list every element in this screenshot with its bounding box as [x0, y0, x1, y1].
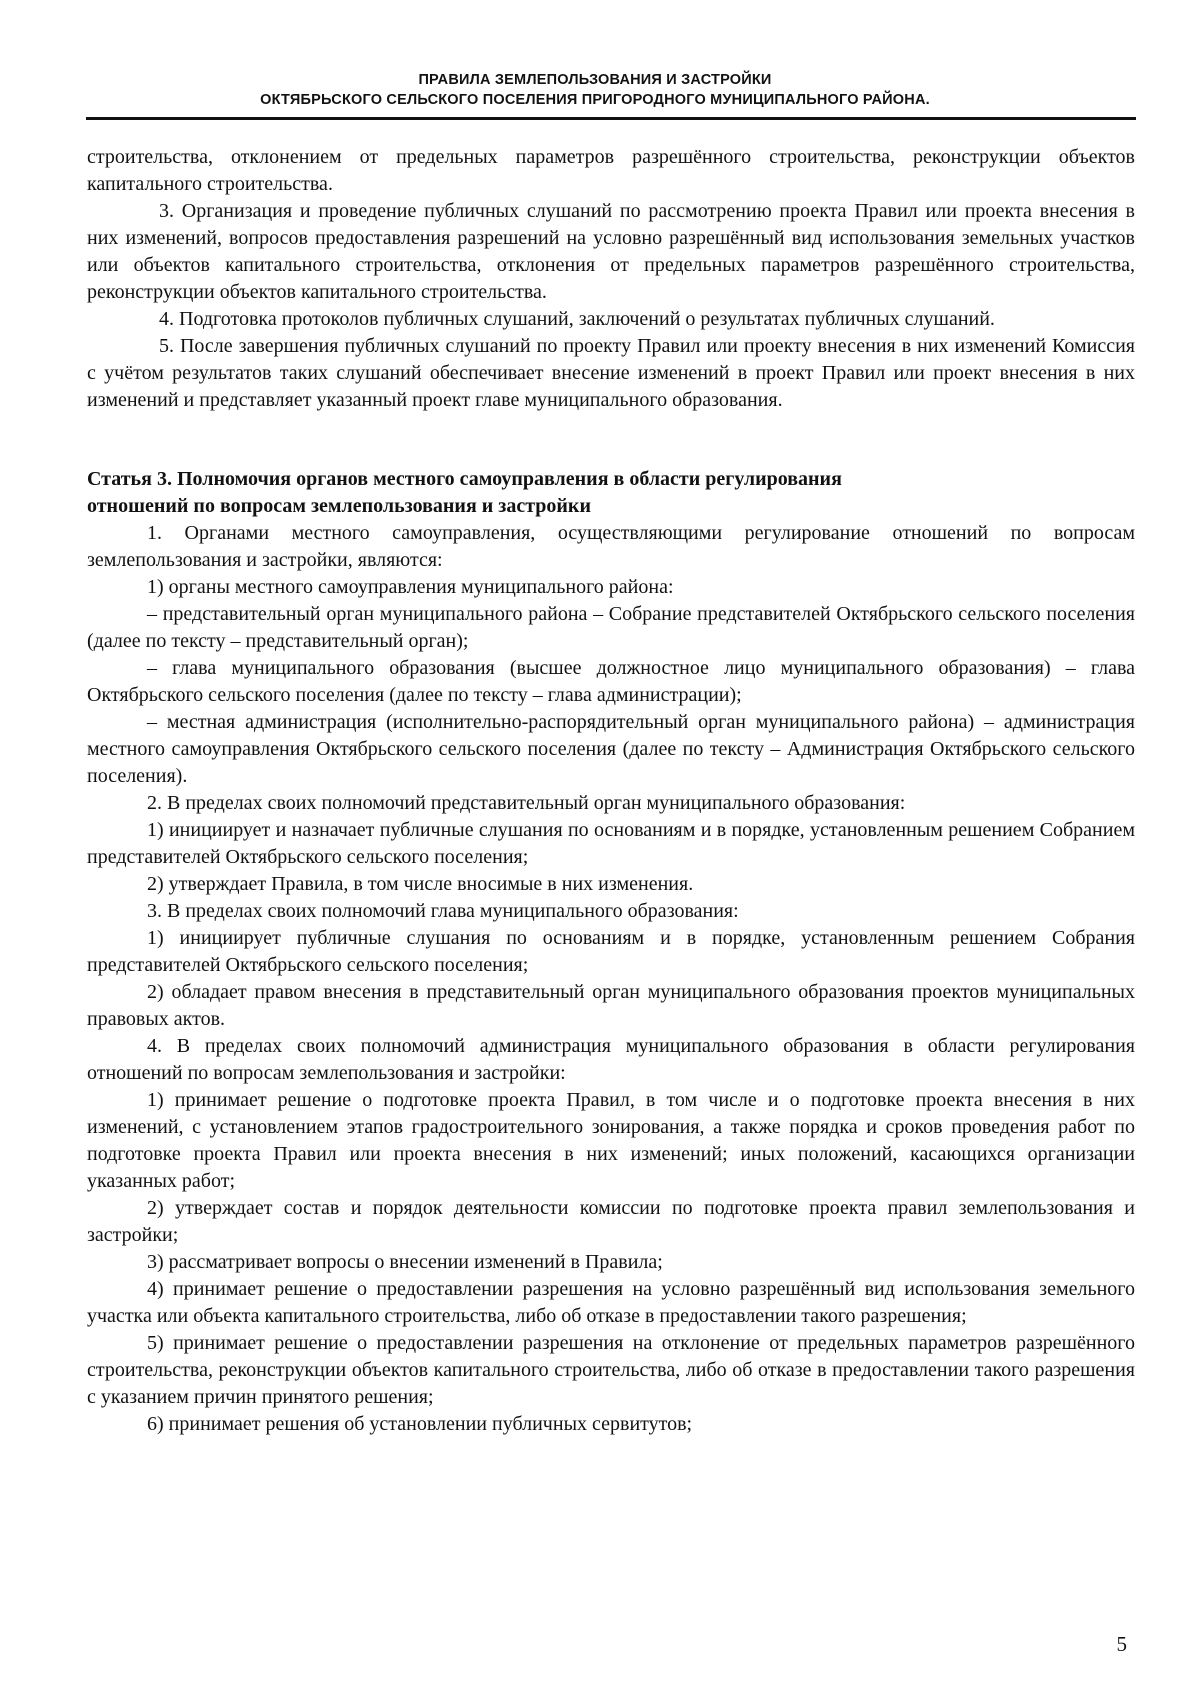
paragraph: 1. Органами местного самоуправления, осуществляющими регулирование отношений по вопросам землепользования и застройки, являются: [87, 522, 1135, 571]
paragraph: 2. В пределах своих полномочий представительный орган муниципального образования: [147, 792, 906, 814]
page-number: 5 [1116, 1632, 1127, 1656]
document-body [87, 144, 1135, 1438]
article-title [87, 466, 1135, 520]
paragraph: 4. Подготовка протоколов публичных слушаний, заключений о результатах публичных слушаний. [159, 308, 995, 330]
document-header [60, 70, 1130, 110]
paragraph: 1) органы местного самоуправления муниципального района: [147, 576, 674, 598]
paragraph: 3) рассматривает вопросы о внесении изменений в Правила; [147, 1251, 663, 1273]
paragraph: 1) принимает решение о подготовке проекта Правил, в том числе и о подготовке проекта внесения в них изменений, с установлением этапов градостроительного зонирования, а также порядка и сроков проведения работ по подготовке проекта Правил или проекта внесения в них изменений; иных положений, касающихся организации указанных работ; [87, 1089, 1135, 1192]
paragraph: 5) принимает решение о предоставлении разрешения на отклонение от предельных параметров разрешённого строительства, реконструкции объектов капитального строительства, либо об отказе в предоставлении такого разрешения с указанием причин принятого решения; [87, 1332, 1135, 1408]
paragraph: 2) утверждает Правила, в том числе вносимые в них изменения. [147, 873, 694, 895]
header-divider [86, 117, 1136, 120]
paragraph: 5. После завершения публичных слушаний по проекту Правил или проекту внесения в них изменений Комиссия с учётом результатов таких слушаний обеспечивает внесение изменений в проект Правил или проект внесения в них изменений и представляет указанный проект главе муниципального образования. [87, 335, 1135, 411]
paragraph: – глава муниципального образования (высшее должностное лицо муниципального образования) – глава Октябрьского сельского поселения (далее по тексту – глава администрации); [87, 657, 1135, 706]
paragraph: 4. В пределах своих полномочий администрация муниципального образования в области регулирования отношений по вопросам землепользования и застройки: [87, 1035, 1135, 1084]
paragraph: 2) обладает правом внесения в представительный орган муниципального образования проектов муниципальных правовых актов. [87, 981, 1135, 1030]
header-title-line-1: ПРАВИЛА ЗЕМЛЕПОЛЬЗОВАНИЯ И ЗАСТРОЙКИ [418, 72, 772, 88]
paragraph: 3. Организация и проведение публичных слушаний по рассмотрению проекта Правил или проекта внесения в них изменений, вопросов предоставления разрешений на условно разрешённый вид использования земельных участков или объектов капитального строительства, отклонения от предельных параметров разрешённого строительства, реконструкции объектов капитального строительства. [87, 200, 1135, 303]
article-title-line-1: Статья 3. Полномочия органов местного самоуправления в области регулирования [87, 468, 842, 490]
paragraph: 2) утверждает состав и порядок деятельности комиссии по подготовке проекта правил землепользования и застройки; [87, 1197, 1135, 1246]
paragraph: 1) инициирует публичные слушания по основаниям и в порядке, установленным решением Собрания представителей Октябрьского сельского поселения; [87, 927, 1135, 976]
article-title-line-2: отношений по вопросам землепользования и застройки [87, 495, 591, 517]
paragraph: 3. В пределах своих полномочий глава муниципального образования: [147, 900, 739, 922]
paragraph: 6) принимает решения об установлении публичных сервитутов; [147, 1413, 693, 1435]
paragraph: 1) инициирует и назначает публичные слушания по основаниям и в порядке, установленным решением Собранием представителей Октябрьского сельского поселения; [87, 819, 1135, 868]
paragraph: строительства, отклонением от предельных параметров разрешённого строительства, реконструкции объектов капитального строительства. [87, 146, 1135, 195]
paragraph: – местная администрация (исполнительно-распорядительный орган муниципального района) – администрация местного самоуправления Октябрьского сельского поселения (далее по тексту – Администрация Октябрьского сельского поселения). [87, 711, 1135, 787]
paragraph: 4) принимает решение о предоставлении разрешения на условно разрешённый вид использования земельного участка или объекта капитального строительства, либо об отказе в предоставлении такого разрешения; [87, 1278, 1135, 1327]
header-title-line-2: ОКТЯБРЬСКОГО СЕЛЬСКОГО ПОСЕЛЕНИЯ ПРИГОРОДНОГО МУНИЦИПАЛЬНОГО РАЙОНА. [260, 92, 930, 108]
paragraph: – представительный орган муниципального района – Собрание представителей Октябрьского сельского поселения (далее по тексту – представительный орган); [87, 603, 1135, 652]
